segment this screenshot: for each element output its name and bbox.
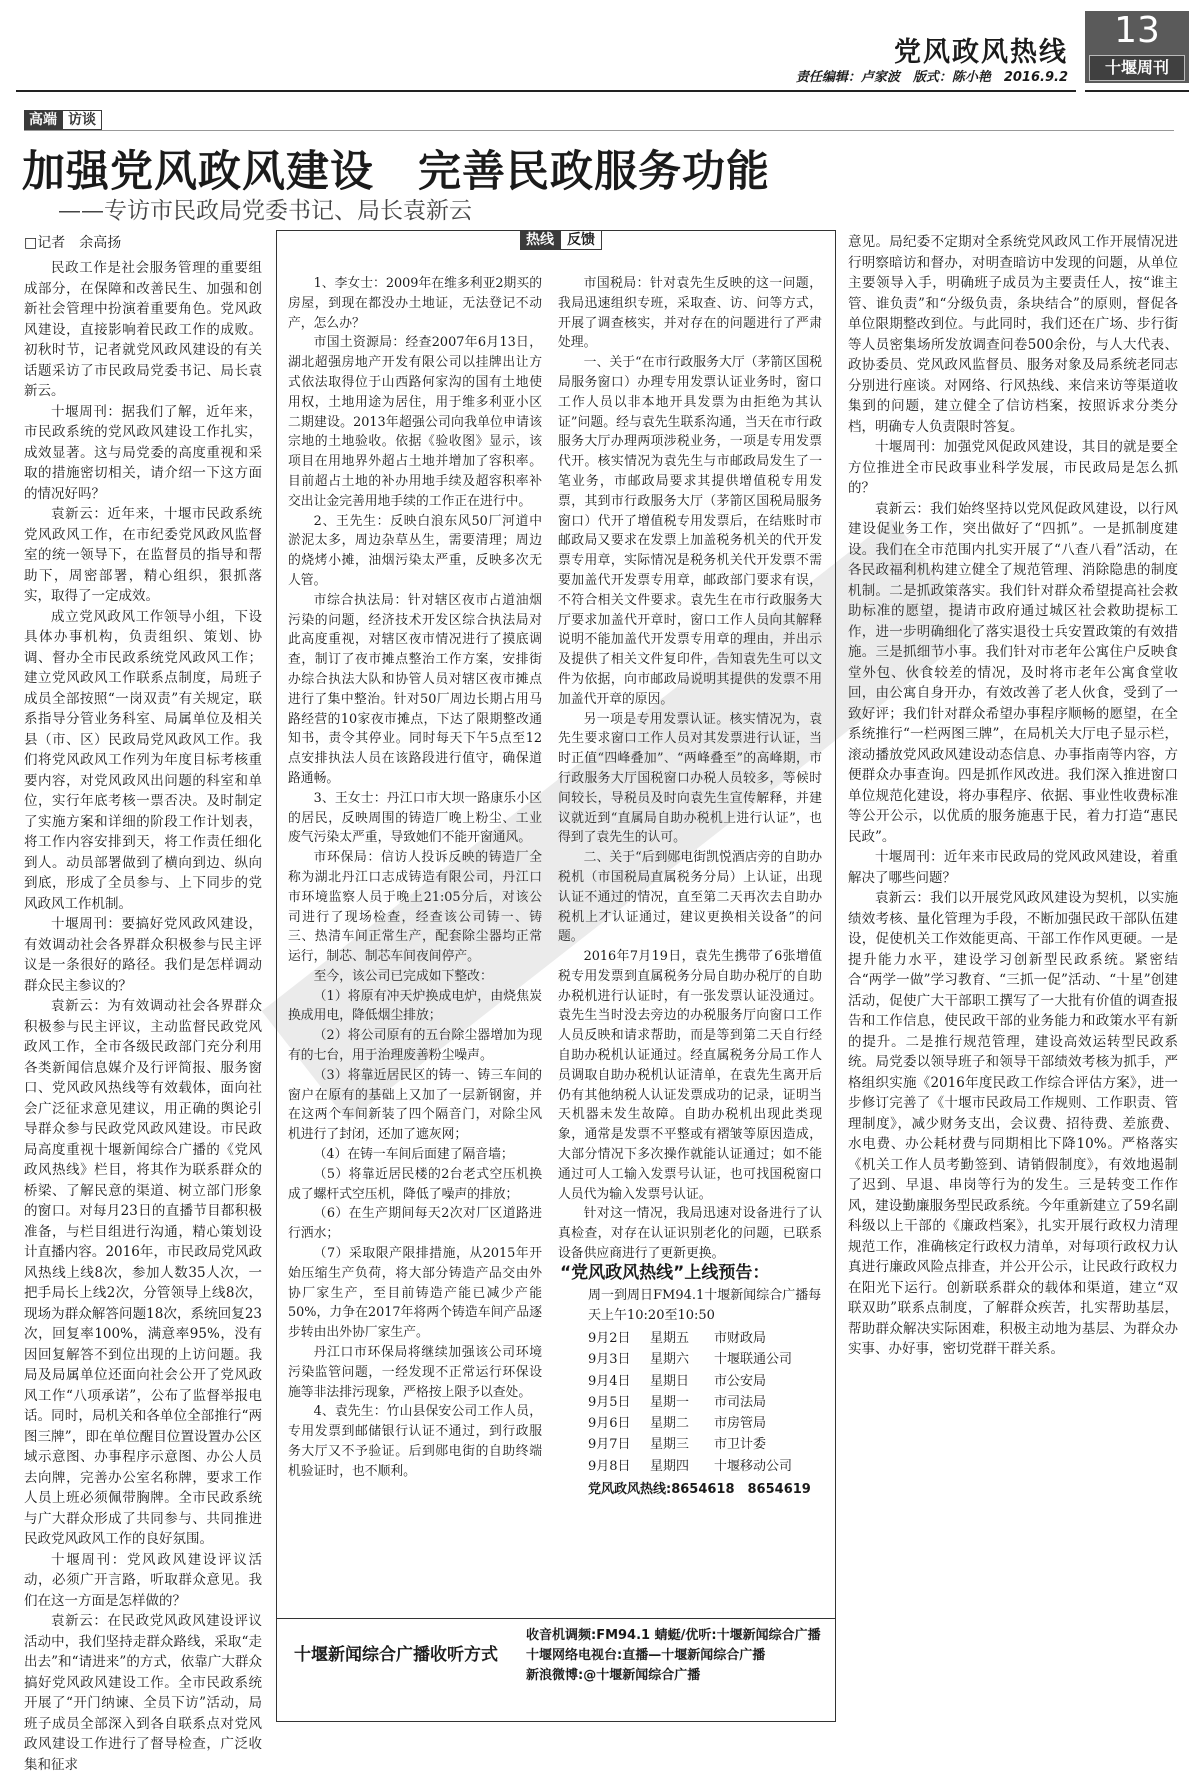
preview-title: “党风政风热线”上线预告： — [560, 1263, 770, 1283]
schedule-weekday: 星期一 — [650, 1394, 690, 1410]
paragraph: （1）将原有冲天炉换成电炉，由烧焦炭换成用电，降低烟尘排放； — [288, 988, 542, 1024]
paragraph: 十堰周刊：党风政风建设评议活动，必须广开言路，听取群众意见。我们在这一方面是怎样做的？ — [24, 1551, 262, 1609]
preview-intro: 周一到周日FM94.1十堰新闻综合广播每天上午10:20至10:50 — [588, 1288, 822, 1323]
schedule-weekday: 星期二 — [650, 1416, 690, 1432]
paper-name: 十堰周刊 — [1089, 55, 1185, 81]
box-divider — [277, 1618, 835, 1619]
schedule-dept: 市房管局 — [714, 1416, 767, 1432]
paragraph: （5）将靠近居民楼的2台老式空压机换成了螺杆式空压机，降低了噪声的排放； — [288, 1166, 542, 1202]
paragraph: 成立党风政风工作领导小组，下设具体办事机构，负责组织、策划、协调、督办全市民政系统党风政风工作；建立党风政风工作联系点制度，局班子成员全部按照“一岗双责”有关规定，联系指导分管业务科室、局属单位及相关县（市、区）民政局党风政风工作。我们将党风政风工作列为年度目标考核重要内容，对党风政风出问题的科室和单位，实行年底考核一票否决。及时制定了实施方案和详细的阶段工作计划表，将工作内容安排到天，将工作责任细化到人。动员部署做到了横向到边、纵向到底，形成了全员参与、上下同步的党风政风工作机制。 — [24, 608, 262, 912]
paragraph: 袁新云：我们始终坚持以党风促政风建设，以行风建设促业务工作，突出做好了“四抓”。一是抓制度建设。我们在全市范围内扎实开展了“八查八看”活动，在各民政福利机构建立健全了规范管理、消除隐患的制度机制。二是抓政策落实。我们针对群众希望提高社会救助标准的愿望，提请市政府通过城区社会救助提标工作，进一步明确细化了落实退役士兵安置政策的有效措施。三是抓细节小事。我们针对市老年公寓住户反映食堂外包、伙食较差的情况，及时将市老年公寓食堂收回，由公寓自身开办，有效改善了老人伙食，受到了一致好评；我们针对群众希望办事程序顺畅的愿望，在全系统推行“一栏两图三牌”，在局机关大厅电子显示栏，滚动播放党风政风建设动态信息、办事指南等内容，方便群众办事查询。四是抓作风改进。我们深入推进窗口单位规范化建设，将办事程序、依据、事业性收费标准等公开公示，以优质的服务施惠于民，着力打造“惠民民政”。 — [848, 500, 1178, 845]
paragraph: 市环保局：信访人投诉反映的铸造厂全称为湖北丹江口志成铸造有限公司，丹江口市环境监察人员于晚上21:05分后，对该公司进行了现场检查，经查该公司铸一、铸三、热清车间正常生产，配套除尘器均正常运行，制芯、制芯车间夜间停产。 — [288, 850, 542, 965]
schedule-dept: 十堰移动公司 — [714, 1458, 793, 1474]
schedule-date: 9月4日 — [588, 1373, 631, 1389]
header-divider — [16, 90, 1076, 92]
paragraph: （2）将公司原有的五台除尘器增加为现有的七台，用于治理废善粉尘噪声。 — [288, 1028, 542, 1064]
tag-primary: 热线 — [520, 230, 560, 250]
paragraph: 2016年7月19日，袁先生携带了6张增值税专用发票到直属税务分局自助办税厅的自助办税机进行认证时，有一张发票认证没通过。袁先生当时没去旁边的办税服务厅向窗口工作人员反映和请求帮助，而是等到第二天自行经自助办税机认证通过。经直属税务分局工作人员调取自助办税机认证清单，在袁先生离开后仍有其他纳税人认证发票成功的记录，证明当天机器未发生故障。自助办税机出现此类现象，通常是发票不平整或有褶皱等原因造成，大部分情况下多次操作就能认证通过；如不能通过可人工输入发票号认证，也可找国税窗口人员代为输入发票号认证。 — [558, 949, 822, 1202]
listen-line: 新浪微博:@十堰新闻综合广播 — [526, 1668, 701, 1683]
listen-methods — [526, 1626, 821, 1686]
header-divider-right — [1085, 90, 1189, 92]
paragraph: （3）将靠近居民区的铸一、铸三车间的窗户在原有的基础上又加了一层新钢窗，并在这两个车间新装了四个隔音门，对除尘风机进行了封闭，还加了遮灰网； — [288, 1067, 542, 1143]
page-badge — [1085, 11, 1189, 83]
tag-secondary: 反馈 — [560, 230, 602, 250]
schedule-dept: 市公安局 — [714, 1373, 767, 1389]
paragraph: 民政工作是社会服务管理的重要组成部分，在保障和改善民生、加强和创新社会管理中扮演着重要角色。党风政风建设，直接影响着民政工作的成败。初秋时节，记者就党风政风建设的有关话题采访了市民政局党委书记、局长袁新云。 — [24, 260, 262, 399]
paragraph: 二、关于“后到郧电街凯悦酒店旁的自助办税机（市国税局直属税务分局）上认证，出现认证不通过的情况，直至第二天再次去自助办税机上才认证通过，建议更换相关设备”的问题。 — [558, 850, 822, 945]
paragraph: 市综合执法局：针对辖区夜市占道油烟污染的问题，经济技术开发区综合执法局对此高度重视，对辖区夜市情况进行了摸底调查，制订了夜市摊点整治工作方案，安排街办综合执法大队和协管人员对辖区夜市摊点进行了集中整治。针对50厂周边长期占用马路经营的10家夜市摊点，下达了限期整改通知书，责令其停业。同时每天下午5点至12点安排执法人员在该路段进行值守，确保道路通畅。 — [288, 592, 542, 786]
listen-line: 十堰网络电视台:直播—十堰新闻综合广播 — [526, 1648, 766, 1663]
tag-secondary: 访谈 — [62, 110, 102, 130]
article-subtitle: ——专访市民政局党委书记、局长袁新云 — [58, 198, 472, 224]
schedule-weekday: 星期五 — [650, 1331, 690, 1346]
editor-credits: 责任编辑：卢家波 版式：陈小艳 2016.9.2 — [795, 70, 1068, 85]
paragraph: 另一项是专用发票认证。核实情况为，袁先生要求窗口工作人员对其发票进行认证，当时正值“四峰叠加”、“两峰叠至”的高峰期，市行政服务大厅国税窗口办税人员较多，等候时间较长，导税员及时向袁先生宣传解释，并建议就近到“直属局自助办税机上进行认证”，也得到了袁先生的认可。 — [558, 711, 822, 846]
schedule-dept: 市财政局 — [714, 1331, 767, 1346]
paragraph: 针对这一情况，我局迅速对设备进行了认真检查，对存在认证识别老化的问题，已联系设备供应商进行了更新更换。 — [558, 1206, 822, 1262]
paragraph: 市国税局：针对袁先生反映的这一问题，我局迅速组织专班，采取查、访、问等方式，开展了调查核实，并对存在的问题进行了严肃处理。 — [558, 276, 822, 351]
broadcast-schedule — [588, 1328, 792, 1477]
page-number: 13 — [1114, 10, 1160, 51]
schedule-row — [588, 1456, 792, 1477]
schedule-row — [588, 1371, 792, 1392]
tag-primary: 高端 — [24, 110, 62, 130]
schedule-row — [588, 1328, 792, 1349]
paragraph: 十堰周刊：要搞好党风政风建设，有效调动社会各界群众积极参与民主评议是一条很好的路径。我们是怎样调动群众民主参议的？ — [24, 916, 262, 994]
schedule-date: 9月2日 — [588, 1331, 631, 1346]
hotline-column-2 — [558, 274, 822, 1262]
schedule-weekday: 星期三 — [650, 1437, 690, 1453]
schedule-dept: 市司法局 — [714, 1394, 767, 1410]
schedule-row — [588, 1349, 792, 1370]
paragraph: 袁新云：在民政党风政风建设评议活动中，我们坚持走群众路线，采取“走出去”和“请进来”的方式，依靠广大群众搞好党风政风建设工作。全市民政系统开展了“开门纳谏、全员下访”活动，局班子成员全部深入到各自联系点对党风政风建设工作进行了督导检查，广泛收集和征求 — [24, 1613, 262, 1773]
paragraph: 袁新云：近年来，十堰市民政系统党风政风工作，在市纪委党风政风监督室的统一领导下，在监督员的指导和帮助下，周密部署，精心组织，狠抓落实，取得了一定成效。 — [24, 506, 262, 604]
schedule-row — [588, 1434, 792, 1455]
schedule-date: 9月6日 — [588, 1416, 631, 1432]
listen-line: 收音机调频:FM94.1 蜻蜓/优听:十堰新闻综合广播 — [526, 1628, 821, 1643]
paragraph: 一、关于“在市行政服务大厅（茅箭区国税局服务窗口）办理专用发票认证业务时，窗口工作人员以非本地开具发票为由拒绝为其认证”问题。经与袁先生联系沟通，当天在市行政服务大厅办理两项涉税业务，一项是专用发票代开。核实情况为袁先生与市邮政局发生了一笔业务，市邮政局要求其提供增值税专用发票，其到市行政服务大厅（茅箭区国税局服务窗口）代开了增值税专用发票后，在结账时市邮政局又要求在发票上加盖税务机关的代开发票专用章，实际情况是税务机关代开发票不需要加盖代开发票专用章，邮政部门要求有误，不符合相关文件要求。袁先生在市行政服务大厅要求加盖代开章时，窗口工作人员向其解释说明不能加盖代开发票专用章的理由，并出示及提供了相关文件复印件，告知袁先生可以文件为依据，向市邮政局说明其提供的发票不用加盖代开章的原因。 — [558, 355, 822, 707]
reporter-byline: □记者 余高扬 — [24, 235, 122, 251]
paragraph: 3、王女士：丹江口市大坝一路康乐小区的居民，反映周围的铸造厂晚上粉尘、工业废气污染太严重，导致她们不能开窗通风。 — [288, 790, 542, 846]
schedule-dept: 市卫计委 — [714, 1437, 767, 1453]
paragraph: （7）采取限产限排措施，从2015年开始压缩生产负荷，将大部分铸造产品交由外协厂家生产，至目前铸造产能已减少产能50%，力争在2017年将两个铸造车间产品逐步转由出外协厂家生产。 — [288, 1246, 542, 1341]
paragraph: 1、李女士：2009年在维多利亚2期买的房屋，到现在都没办土地证，无法登记不动产，怎么办？ — [288, 276, 542, 331]
paragraph: 十堰周刊：加强党风促政风建设，其目的就是要全方位推进全市民政事业科学发展，市民政局是怎么抓的？ — [848, 439, 1178, 496]
paragraph: （6）在生产期间每天2次对厂区道路进行洒水； — [288, 1206, 542, 1242]
schedule-dept: 十堰联通公司 — [714, 1352, 793, 1368]
schedule-weekday: 星期六 — [650, 1352, 690, 1368]
paragraph: 4、袁先生：竹山县保安公司工作人员，专用发票到邮储银行认证不通过，到行政服务大厅又不予验证。后到郧电街的自助终端机验证时，也不顺利。 — [288, 1404, 542, 1479]
paragraph: 2、王先生：反映白浪东风50厂河道中淤泥太多，周边杂草丛生，需要清理；周边的烧烤小摊，油烟污染太严重，反映多次无人管。 — [288, 513, 542, 588]
paragraph: 市国土资源局：经查2007年6月13日，湖北超强房地产开发有限公司以挂牌出让方式依法取得位于山西路何家沟的国有土地使用权，土地用途为居住，用于维多利亚小区二期建设。2013年超强公司向我单位申请该宗地的土地验收。依据《验收图》显示，该项目在用地界外超占土地并增加了容积率。目前超占土地的补办用地手续及超容积率补交出让金完善用地手续的工作正在进行中。 — [288, 335, 542, 509]
hotline-column-1 — [288, 274, 542, 1620]
article-column-right — [848, 232, 1178, 1720]
paragraph: （4）在铸一车间后面建了隔音墙； — [313, 1147, 514, 1163]
paragraph: 袁新云：为有效调动社会各界群众积极参与民主评议，主动监督民政党风政风工作，全市各级民政部门充分利用各类新闻信息媒介及行评简报、服务窗口、党风政风热线等有效载体，面向社会广泛征求意见建议，用正确的舆论引导群众参与民政党风政风建设。市民政局高度重视十堰新闻综合广播的《党风政风热线》栏目，将其作为联系群众的桥梁、了解民意的渠道、树立部门形象的窗口。对每月23日的直播节目都积极准备，与栏目组进行沟通，精心策划设计直播内容。2016年，市民政局党风政风热线上线8次，参加人数35人次，一把手局长上线2次，分管领导上线8次，现场为群众解答问题18次，系统回复23次，回复率100%，满意率95%，没有因回复解答不到位出现的上访问题。我局及局属单位还面向社会公开了党风政风工作“八项承诺”，公布了监督举报电话。同时，局机关和各单位全部推行“两图三牌”，即在单位醒目位置设置办公区域示意图、办事程序示意图、办公人员去向牌，完善办公室名称牌，要求工作人员上班必须佩带胸牌。全市民政系统与广大群众形成了共同参与、共同推进民政党风政风工作的良好氛围。 — [24, 998, 262, 1547]
article-column-left — [24, 258, 262, 1773]
schedule-date: 9月7日 — [588, 1437, 631, 1453]
article-title: 加强党风政风建设 完善民政服务功能 — [22, 147, 770, 197]
schedule-row — [588, 1392, 792, 1413]
paragraph: 袁新云：我们以开展党风政风建设为契机，以实施绩效考核、量化管理为手段，不断加强民政干部队伍建设，促使机关工作效能更高、干部工作作风更硬。一是提升能力水平，建设学习创新型民政系统。紧密结合“两学一做”学习教育、“三抓一促”活动、“十星”创建活动，促使广大干部职工撰写了一大批有价值的调查报告和工作信息，使民政干部的业务能力和政策水平有新的提升。二是推行规范管理，建设高效运转型民政系统。局党委以领导班子和领导干部绩效考核为抓手，严格组织实施《2016年度民政工作综合评估方案》，进一步修订完善了《十堰市民政局工作规则、工作职责、管理制度》，减少财务支出，会议费、招待费、差旅费、水电费、办公耗材费与同期相比下降10%。严格落实《机关工作人员考勤签到、请销假制度》，有效地遏制了迟到、早退、串岗等行为的发生。三是转变工作作风，建设勤廉服务型民政系统。今年重新建立了59名副科级以上干部的《廉政档案》，扎实开展行政权力清理规范工作，准确核定行政权力清单，对每项行政权力认真进行廉政风险点排查，并公开公示，让民政行政权力在阳光下运行。创新联系群众的载体和渠道，建立“双联双助”联系点制度，了解群众疾苦，扎实帮助基层，帮助群众解决实际困难，积极主动地为基层、为群众办实事、办好事，密切党群干群关系。 — [848, 890, 1178, 1357]
listen-methods-title: 十堰新闻综合广播收听方式 — [294, 1645, 498, 1665]
paragraph: 十堰周刊：据我们了解，近年来，市民政系统的党风政风建设工作扎实，成效显著。这与局党委的高度重视和采取的措施密切相关，请介绍一下这方面的情况好吗？ — [24, 403, 262, 502]
schedule-date: 9月8日 — [588, 1458, 631, 1474]
paragraph: 丹江口市环保局将继续加强该公司环境污染监管问题，一经发现不正常运行环保设施等非法排污现象，严格按上限予以查处。 — [288, 1345, 542, 1400]
schedule-date: 9月3日 — [588, 1352, 631, 1368]
schedule-weekday: 星期四 — [650, 1458, 690, 1474]
tag-divider — [24, 130, 1174, 131]
hotline-tag — [520, 230, 602, 250]
paragraph: 十堰周刊：近年来市民政局的党风政风建设，着重解决了哪些问题？ — [848, 849, 1178, 886]
schedule-date: 9月5日 — [588, 1394, 631, 1410]
schedule-weekday: 星期日 — [650, 1373, 690, 1389]
section-title: 党风政风热线 — [894, 37, 1068, 68]
paragraph: 意见。局纪委不定期对全系统党风政风工作开展情况进行明察暗访和督办，对明查暗访中发现的问题，从单位主要领导入手，明确班子成员为主要责任人，按“谁主管、谁负责”和“分级负责，条块结合”的原则，督促各单位限期整改到位。与此同时，我们还在广场、步行街等人员密集场所发放调查问卷500余份，与人大代表、政协委员、党风政风监督员、服务对象及局系统老同志分别进行座谈。对网络、行风热线、来信来访等渠道收集到的问题，建立健全了信访档案，按照诉求分类分档，明确专人负责限时答复。 — [848, 234, 1178, 435]
paragraph: 至今，该公司已完成如下整改： — [313, 968, 493, 984]
hotline-phone: 党风政风热线:8654618 8654619 — [588, 1482, 811, 1497]
interview-tag — [24, 110, 102, 130]
schedule-row — [588, 1413, 792, 1434]
